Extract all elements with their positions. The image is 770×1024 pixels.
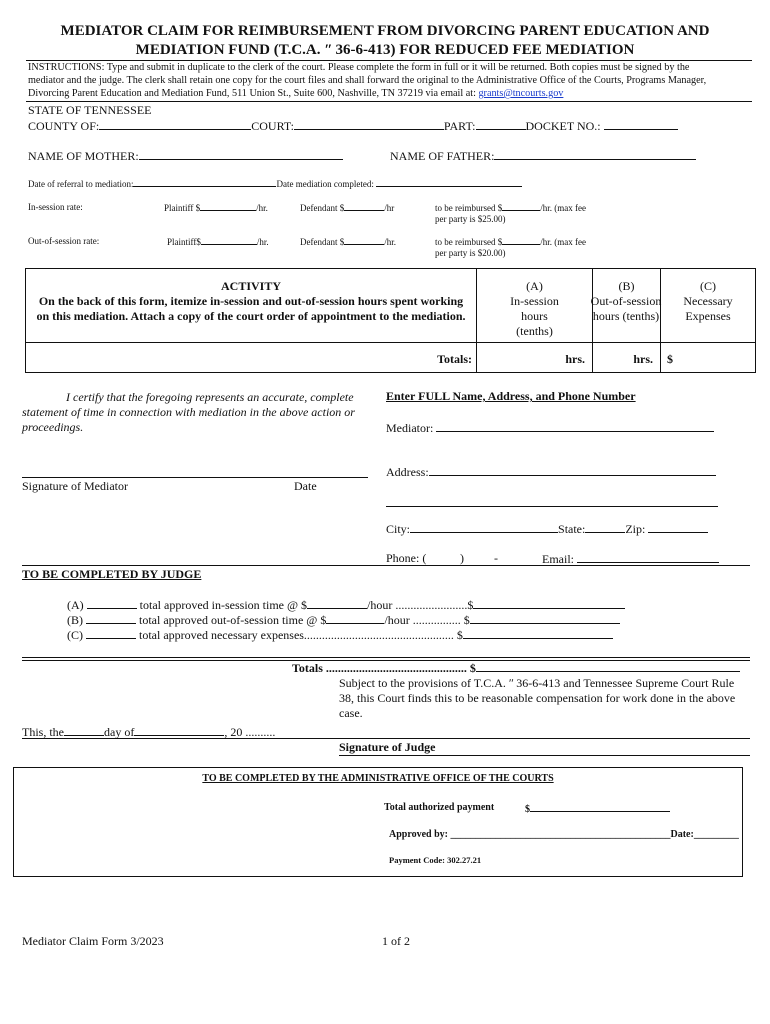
defendant-label: Defendant $ — [300, 203, 345, 213]
court-label: COURT: — [251, 119, 294, 133]
total-a-hrs[interactable]: hrs. — [565, 352, 585, 366]
certify-text: I certify that the foregoing represents an accurate, complete statement of time in connection with mediation in the above action or proceedings. — [22, 390, 355, 434]
activity-heading: ACTIVITY — [220, 279, 281, 293]
zip-label: Zip: — [625, 522, 646, 536]
line-c-text: total approved necessary expenses.................................................. $ — [139, 628, 463, 642]
mediator-name-line — [386, 420, 714, 436]
line-b-amount-field[interactable] — [470, 612, 620, 624]
max-fee-label: /hr. (max fee — [540, 203, 586, 213]
reimbursed-label: to be reimbursed $ — [435, 237, 503, 247]
docket-field[interactable] — [604, 118, 678, 130]
this-the-label: This, the — [22, 725, 64, 739]
out-session-reimbursed — [435, 236, 586, 259]
judge-signature-underline — [339, 755, 750, 756]
address-label: Address: — [386, 465, 429, 479]
aoc-total-field — [525, 802, 670, 815]
county-label: COUNTY OF: — [28, 119, 100, 133]
mediator-label: Mediator: — [386, 421, 434, 435]
aoc-payment-code: Payment Code: 302.27.21 — [389, 855, 482, 865]
table-row-divider — [26, 342, 755, 343]
aoc-box — [13, 767, 743, 877]
instructions-text: INSTRUCTIONS: Type and submit in duplicate to the clerk of the court. Please complete the form in full or it will be returned. Both copies must be signed by the mediator and the judge. The clerk shall retain one copy for the court files and shall forward the original to the Administrative Office of the Courts, Programs Manager, Divorcing Parent Education and Mediation Fund, 511 Union St., Suite 600, Nashville, TN 37219 via email at: — [28, 62, 707, 99]
zip-field[interactable] — [648, 521, 708, 533]
judge-line-a — [67, 597, 625, 613]
form-title-line1: MEDIATOR CLAIM FOR REIMBURSEMENT FROM DIVORCING PARENT EDUCATION AND — [60, 23, 710, 39]
total-c-dollar[interactable]: $ — [667, 352, 673, 366]
completed-label: Date mediation completed: — [276, 179, 374, 189]
day-field[interactable] — [64, 724, 104, 736]
address-line — [386, 464, 716, 480]
in-session-defendant — [300, 202, 394, 213]
line-b-label: (B) — [67, 613, 83, 627]
in-session-rate-label: In-session rate: — [28, 202, 83, 212]
judge-signature-line[interactable] — [22, 738, 750, 739]
mother-line — [28, 148, 343, 164]
day-of-label: day of — [104, 725, 135, 739]
out-session-defendant — [300, 236, 396, 247]
referral-line — [28, 178, 522, 189]
court-field[interactable] — [294, 118, 444, 130]
instructions-divider — [26, 101, 752, 102]
in-plaintiff-field[interactable] — [200, 202, 256, 211]
activity-description: On the back of this form, itemize in-session and out-of-session hours spent working on this mediation. Attach a copy of the court order of appointment to the mediation. — [36, 294, 466, 323]
line-b-text: total approved out-of-session time @ $ — [139, 613, 327, 627]
footer-page-number: 1 of 2 — [382, 934, 410, 948]
per-hr: /hr. — [256, 203, 268, 213]
out-defendant-field[interactable] — [344, 236, 384, 245]
col-c-desc: Necessary Expenses — [683, 294, 733, 323]
out-session-rate-label: Out-of-session rate: — [28, 236, 100, 246]
father-label: NAME OF FATHER: — [390, 149, 495, 163]
mediator-signature-line[interactable] — [22, 477, 368, 478]
total-b-hrs[interactable]: hrs. — [633, 352, 653, 366]
signature-of-mediator-label: Signature of Mediator — [22, 479, 128, 493]
father-field[interactable] — [494, 148, 696, 160]
instructions-email-link[interactable]: grants@tncourts.gov — [478, 88, 564, 99]
aoc-dollar: $ — [525, 804, 530, 815]
form-title-line2: MEDIATION FUND (T.C.A. ʺ 36-6-413) FOR REDUCED FEE MEDIATION — [135, 42, 635, 58]
address-field-line2[interactable] — [386, 506, 718, 507]
line-c-label: (C) — [67, 628, 83, 642]
line-b-rate-field[interactable] — [326, 612, 384, 624]
section-divider — [22, 565, 750, 566]
max-fee-label: /hr. (max fee — [540, 237, 586, 247]
col-c-header — [661, 279, 755, 324]
state-label: STATE OF TENNESSEE — [28, 103, 152, 117]
instructions — [28, 61, 728, 100]
col-b-header — [590, 279, 662, 324]
out-plaintiff-field[interactable] — [201, 236, 257, 245]
mediator-name-field[interactable] — [436, 420, 714, 432]
activity-table — [25, 268, 756, 373]
col-a-header — [477, 279, 592, 339]
out-reimbursed-field[interactable] — [502, 236, 540, 245]
in-defendant-field[interactable] — [344, 202, 384, 211]
court-finding-text: Subject to the provisions of T.C.A. ʺ 36-6-413 and Tennessee Supreme Court Rule 38, this Court finds this to be reasonable compensation for work done in the above case. — [339, 676, 736, 720]
in-session-plaintiff — [164, 202, 268, 213]
defendant-label: Defendant $ — [300, 237, 345, 247]
city-state-zip-line — [386, 521, 708, 537]
state-field[interactable] — [585, 521, 625, 533]
mediator-info-heading: Enter FULL Name, Address, and Phone Number — [386, 389, 636, 403]
aoc-approved-by[interactable]: Approved by: ____________________________________________Date:_________ — [389, 829, 739, 840]
totals-divider-top — [22, 657, 750, 658]
line-b-hours-field[interactable] — [86, 612, 136, 624]
city-field[interactable] — [410, 521, 558, 533]
footer-form-name: Mediator Claim Form 3/2023 — [22, 934, 164, 948]
mother-field[interactable] — [139, 148, 343, 160]
aoc-total-input[interactable] — [530, 802, 670, 812]
in-reimbursed-field[interactable] — [502, 202, 540, 211]
completed-date-field[interactable] — [376, 178, 522, 187]
line-c-amount-field[interactable] — [463, 627, 613, 639]
col-b-label: (B) — [618, 279, 635, 293]
signature-date-label: Date — [294, 479, 317, 493]
county-field[interactable] — [99, 118, 251, 130]
city-label: City: — [386, 522, 411, 536]
in-session-reimbursed — [435, 202, 586, 225]
line-c-field[interactable] — [86, 627, 136, 639]
state-label: State: — [558, 522, 586, 536]
judge-totals-field[interactable] — [476, 660, 740, 672]
aoc-heading: TO BE COMPLETED BY THE ADMINISTRATIVE OFFICE OF THE COURTS — [202, 773, 554, 784]
out-session-max: per party is $20.00) — [435, 248, 506, 258]
judge-signature-label: Signature of Judge — [339, 740, 436, 754]
docket-label: DOCKET NO.: — [525, 119, 601, 133]
judge-line-b — [67, 612, 620, 628]
line-a-label: (A) — [67, 598, 84, 612]
address-field[interactable] — [429, 464, 716, 476]
per-hr: /hr — [384, 203, 395, 213]
referral-date-field[interactable] — [133, 178, 276, 187]
email-label: Email: — [542, 552, 574, 566]
referral-label: Date of referral to mediation: — [28, 179, 134, 189]
phone-dash: - — [494, 551, 498, 565]
col-a-desc: In-session hours (tenths) — [510, 294, 559, 338]
line-a-rate-field[interactable] — [307, 597, 367, 609]
judge-section-heading: TO BE COMPLETED BY JUDGE — [22, 567, 202, 581]
line-a-amount-field[interactable] — [473, 597, 625, 609]
in-session-max: per party is $25.00) — [435, 214, 506, 224]
mother-label: NAME OF MOTHER: — [28, 149, 139, 163]
out-session-plaintiff — [167, 236, 269, 247]
judge-line-c — [67, 627, 613, 643]
part-label: PART: — [443, 119, 476, 133]
col-a-label: (A) — [526, 279, 543, 293]
judge-totals — [292, 660, 740, 676]
month-field[interactable] — [134, 724, 224, 736]
line-a-rate: /hour ........................$ — [367, 598, 474, 612]
line-b-rate: /hour ................ $ — [384, 613, 470, 627]
totals-label: Totals: — [437, 352, 472, 366]
reimbursed-label: to be reimbursed $ — [435, 203, 503, 213]
phone-label[interactable]: Phone: ( — [386, 551, 427, 565]
plaintiff-label: Plaintiff $ — [164, 203, 201, 213]
per-hr: /hr. — [384, 237, 396, 247]
line-a-hours-field[interactable] — [87, 597, 137, 609]
year-text: , 20 .......... — [224, 725, 276, 739]
col-b-desc: Out-of-session hours (tenths) — [590, 294, 662, 323]
line-a-text: total approved in-session time @ $ — [139, 598, 308, 612]
part-field[interactable] — [476, 118, 526, 130]
aoc-total-label: Total authorized payment — [384, 802, 495, 813]
case-line — [28, 118, 678, 134]
judge-totals-text: Totals ............................................... $ — [292, 661, 476, 675]
email-field[interactable] — [577, 551, 719, 563]
col-c-label: (C) — [700, 279, 716, 293]
plaintiff-label: Plaintiff$ — [167, 237, 201, 247]
phone-paren: ) — [460, 551, 464, 565]
per-hr: /hr. — [256, 237, 269, 247]
father-line — [390, 148, 696, 164]
